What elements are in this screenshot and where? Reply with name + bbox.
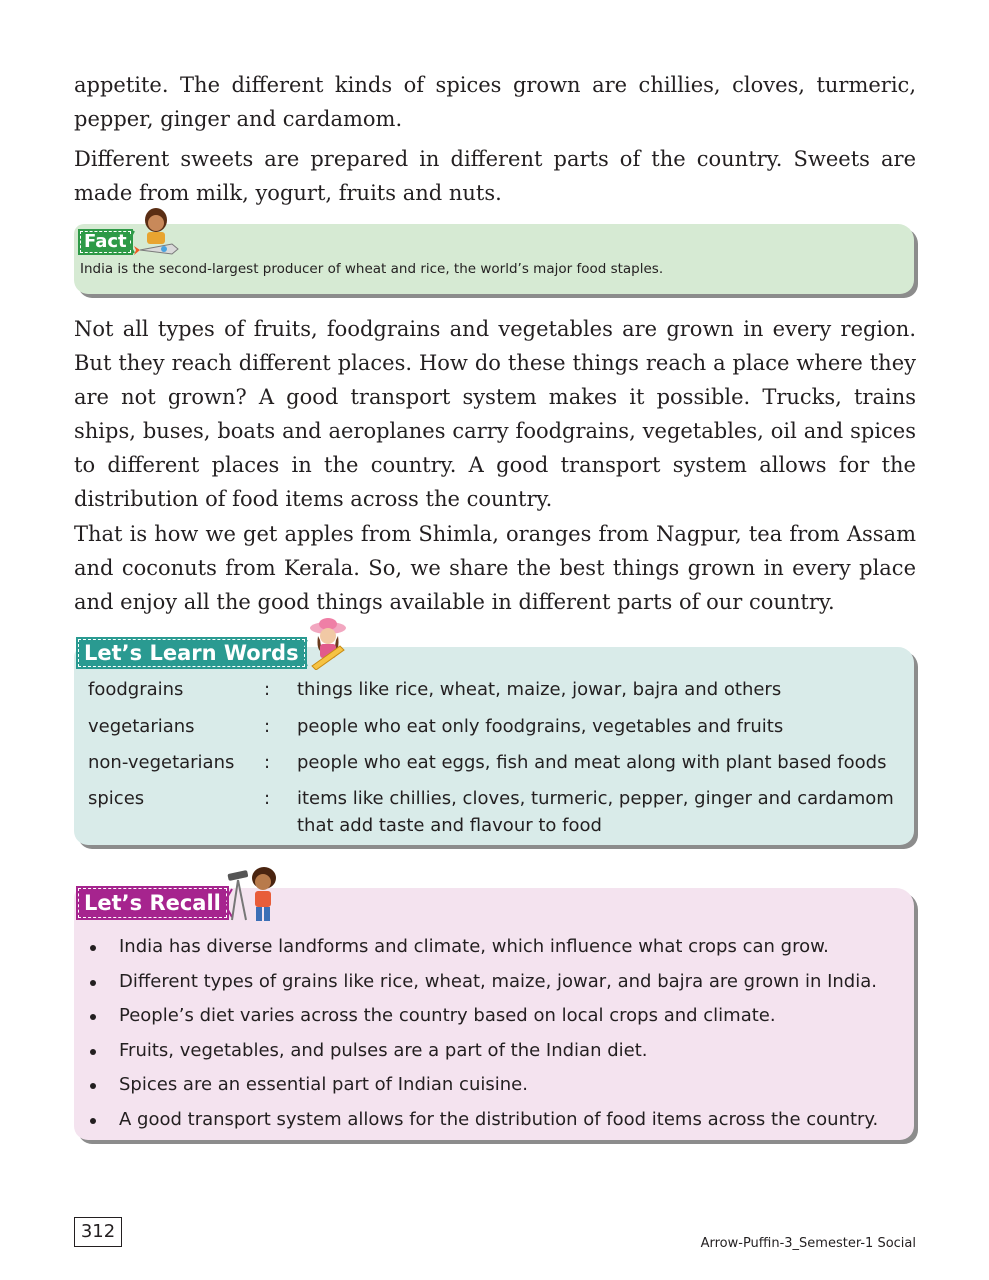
word-term: foodgrains	[88, 679, 184, 700]
word-separator: :	[264, 679, 271, 700]
footer-book-title: Arrow-Puffin-3_Semester-1 Social	[700, 1236, 916, 1251]
girl-with-pencil-icon	[304, 616, 350, 670]
fact-box	[74, 224, 914, 294]
page-number: 312	[74, 1217, 122, 1247]
word-definition: people who eat only foodgrains, vegetables and fruits	[297, 716, 784, 737]
list-item: People’s diet varies across the country based on local crops and climate.	[88, 999, 908, 1034]
boy-with-telescope-icon	[226, 864, 282, 924]
word-term: non-vegetarians	[88, 752, 235, 773]
learn-words-label: Let’s Learn Words	[76, 637, 307, 669]
paragraph-transport: Not all types of fruits, foodgrains and vegetables are grown in every region. But they reach different places. How do these things reach a place where they are not grown? A good transport system makes it possible. Trucks, trains ships, buses, boats and aeroplanes carry foodgrains, vegetables, oil and spices to different places in the country. A good transport system allows for the distribution of food items across the country.	[74, 317, 916, 511]
list-item: Different types of grains like rice, wheat, maize, jowar, and bajra are grown in India.	[88, 965, 908, 1000]
fact-label: Fact	[78, 229, 133, 255]
recall-list	[88, 930, 908, 1137]
word-definition: items like chillies, cloves, turmeric, pepper, ginger and cardamom that add taste and flavour to food	[297, 788, 894, 836]
boy-on-rocket-icon	[134, 204, 180, 260]
word-separator: :	[264, 752, 271, 773]
list-item: A good transport system allows for the distribution of food items across the country.	[88, 1103, 908, 1138]
list-item: Spices are an essential part of Indian cuisine.	[88, 1068, 908, 1103]
word-separator: :	[264, 716, 271, 737]
list-item: Fruits, vegetables, and pulses are a part of the Indian diet.	[88, 1034, 908, 1069]
word-definition: things like rice, wheat, maize, jowar, bajra and others	[297, 679, 782, 700]
paragraph-sweets: Different sweets are prepared in different parts of the country. Sweets are made from milk, yogurt, fruits and nuts.	[74, 147, 916, 205]
paragraph-sharing: That is how we get apples from Shimla, oranges from Nagpur, tea from Assam and coconuts from Kerala. So, we share the best things grown in every place and enjoy all the good things available in different parts of our country.	[74, 522, 916, 614]
word-term: vegetarians	[88, 716, 195, 737]
recall-label: Let’s Recall	[76, 886, 229, 920]
paragraph-spices: appetite. The different kinds of spices grown are chillies, cloves, turmeric, pepper, ginger and cardamom.	[74, 73, 916, 131]
word-separator: :	[264, 788, 271, 809]
word-definition: people who eat eggs, fish and meat along with plant based foods	[297, 752, 887, 773]
list-item: India has diverse landforms and climate, which influence what crops can grow.	[88, 930, 908, 965]
fact-text: India is the second-largest producer of wheat and rice, the world’s major food staples.	[80, 261, 664, 277]
word-term: spices	[88, 788, 145, 809]
